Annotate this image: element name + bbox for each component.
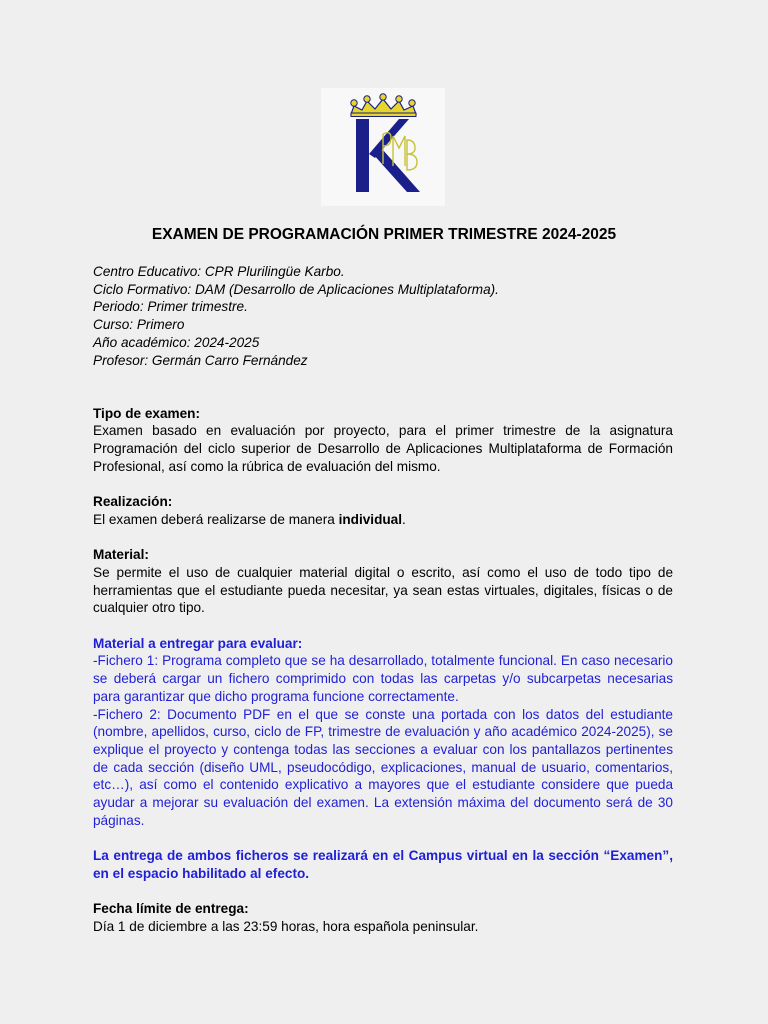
realizacion-label: Realización:	[93, 494, 173, 510]
meta-periodo: Periodo: Primer trimestre.	[93, 299, 248, 315]
document-body	[93, 263, 673, 936]
exam-metadata	[93, 263, 673, 369]
section-entrega-campus	[93, 847, 673, 882]
section-material	[93, 546, 673, 617]
exam-title: EXAMEN DE PROGRAMACIÓN PRIMER TRIMESTRE 2024-2025	[151, 226, 617, 243]
section-tipo	[93, 405, 673, 476]
crown-icon	[351, 94, 416, 117]
meta-ano: Año académico: 2024-2025	[93, 334, 260, 350]
section-realizacion	[93, 493, 673, 528]
meta-centro: Centro Educativo: CPR Plurilingüe Karbo.	[93, 264, 345, 279]
realizacion-text-before: El examen deberá realizarse de manera	[93, 511, 339, 527]
fecha-label: Fecha límite de entrega:	[93, 901, 249, 917]
entrega-campus-text: La entrega de ambos ficheros se realizará en el Campus virtual en la sección “Examen”, en el espacio habilitado al efecto.	[93, 848, 673, 881]
entregar-label: Material a entregar para evaluar:	[93, 635, 303, 651]
tipo-label: Tipo de examen:	[93, 405, 201, 421]
meta-ciclo: Ciclo Formativo: DAM (Desarrollo de Aplicaciones Multiplataforma).	[93, 281, 499, 297]
karbo-crown-k-logo-icon	[321, 88, 445, 206]
section-entregar	[93, 635, 673, 830]
meta-curso: Curso: Primero	[93, 317, 185, 333]
school-logo	[321, 88, 445, 206]
realizacion-text	[93, 511, 673, 529]
realizacion-text-bold: individual	[338, 511, 403, 527]
entregar-fichero2: -Fichero 2: Documento PDF en el que se conste una portada con los datos del estudiante (nombre, apellidos, curso, ciclo de FP, trimestre de evaluación y año académico 2024-2025), se explique el proyecto y contenga todas las secciones a evaluar con los pantallazos pertinentes de cada sección (diseño UML, pseudocódigo, explicaciones, manual de usuario, comentarios, etc…), así como el contenido explicativo a mayores que el estudiante considere que pueda ayudar a mejorar su evaluación del examen. La extensión máxima del documento será de 30 páginas.	[93, 706, 673, 828]
tipo-text: Examen basado en evaluación por proyecto, para el primer trimestre de la asignatura Programación del ciclo superior de Desarrollo de Aplicaciones Multiplataforma de Formación Profesional, así como la rúbrica de evaluación del mismo.	[93, 423, 673, 474]
entregar-fichero1: -Fichero 1: Programa completo que se ha desarrollado, totalmente funcional. En caso necesario se deberá cargar un fichero comprimido con todas las carpetas y/o subcarpetas necesarias para garantizar que dicho programa funcione correctamente.	[93, 653, 673, 704]
meta-profesor: Profesor: Germán Carro Fernández	[93, 352, 308, 368]
material-label: Material:	[93, 547, 149, 563]
section-fecha	[93, 900, 673, 935]
realizacion-text-after: .	[402, 511, 406, 527]
material-text: Se permite el uso de cualquier material digital o escrito, así como el uso de todo tipo de herramientas que el estudiante pueda necesitar, ya sean estas virtuales, digitales, físicas o de cualquier otro tipo.	[93, 564, 673, 616]
k-letter-icon	[356, 119, 420, 192]
fecha-text: Día 1 de diciembre a las 23:59 horas, hora española peninsular.	[93, 918, 479, 934]
